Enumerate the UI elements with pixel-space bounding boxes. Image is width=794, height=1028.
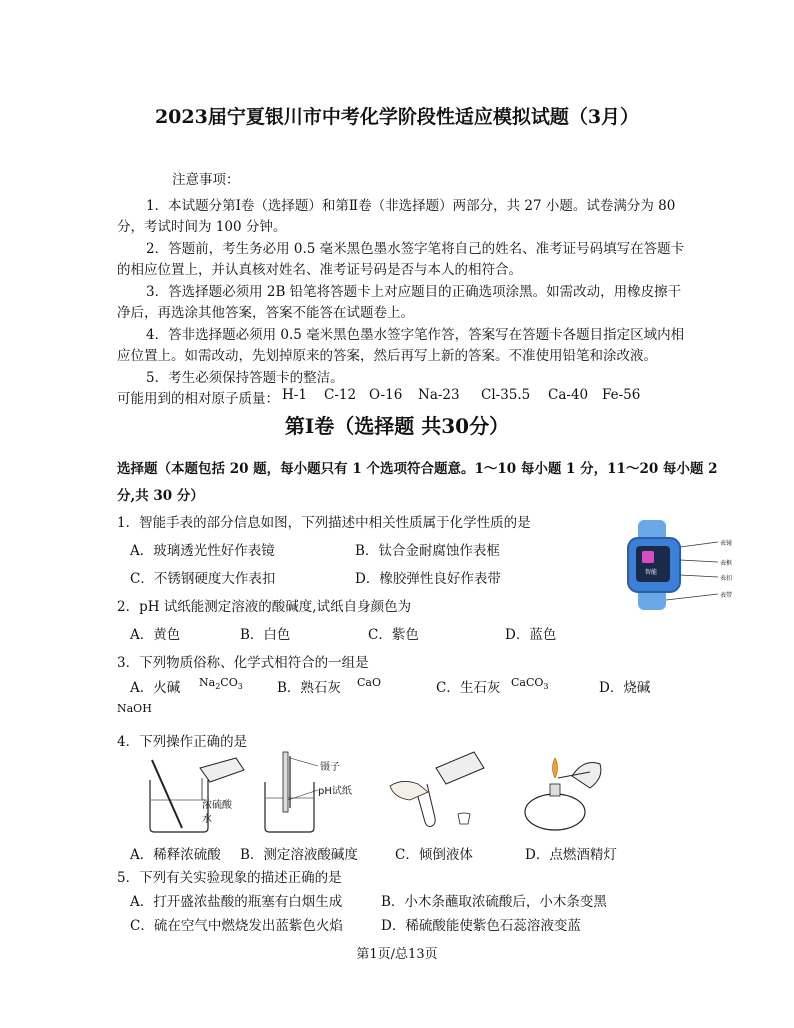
notice-line: 4．答非选择题必须用 0.5 毫米黑色墨水签字笔作答，答案写在答题卡各题目指定区域内相: [146, 327, 685, 343]
question-option: D．稀硫酸能使紫色石蕊溶液变蓝: [381, 918, 581, 934]
question-option: B．小木条蘸取浓硫酸后，小木条变黑: [381, 894, 607, 910]
question-stem: 2．pH 试纸能测定溶液的酸碱度,试纸自身颜色为: [117, 599, 412, 615]
notice-heading: 注意事项：: [172, 172, 240, 188]
figure-b-ph-test: [265, 752, 352, 832]
notice-line: 分，考试时间为 100 分钟。: [117, 219, 287, 235]
notice-line: 3．答选择题必须用 2B 铅笔将答题卡上对应题目的正确选项涂黑。如需改动，用橡皮擦干: [146, 284, 682, 300]
question-option: D．橡胶弹性良好作表带: [355, 571, 501, 587]
notice-line: 的相应位置上，并认真核对姓名、准考证号码是否与本人的相符合。: [117, 262, 522, 278]
smartwatch-figure: [620, 520, 750, 610]
formula: NaOH: [117, 702, 152, 715]
question-option: C．不锈钢硬度大作表扣: [130, 571, 276, 587]
question-option: A．火碱: [130, 680, 181, 696]
atomic-mass: Fe-56: [602, 387, 641, 403]
figure-label: 镊子: [320, 762, 340, 773]
atomic-mass: O-16: [369, 387, 403, 403]
section-description: 选择题（本题包括 20 题，每小题只有 1 个选项符合题意。1～10 每小题 1 分，11～20 每小题 2: [117, 461, 718, 477]
page-title: 2023届宁夏银川市中考化学阶段性适应模拟试题（3月）: [154, 106, 640, 128]
watch-screen-text: 智能: [645, 569, 658, 576]
figure-label: 水: [202, 814, 212, 825]
watch-label: 表框: [720, 560, 733, 567]
figure-a-dilution: [150, 758, 244, 832]
question-option: A．稀释浓硫酸: [130, 847, 221, 863]
notice-line: 1．本试题分第Ⅰ卷（选择题）和第Ⅱ卷（非选择题）两部分，共 27 小题。试卷满分为 80: [146, 198, 676, 214]
question-option: C．硫在空气中燃烧发出蓝紫色火焰: [130, 918, 343, 934]
watch-label: 表镜: [720, 540, 733, 547]
watch-label: 表带: [720, 592, 733, 599]
atomic-mass: Ca-40: [548, 387, 589, 403]
question-option: C．紫色: [368, 627, 419, 643]
formula-subscript: 3: [543, 682, 549, 692]
formula-subscript: 2: [215, 682, 221, 692]
figure-label: pH试纸: [318, 786, 352, 797]
lab-operations-figure: [140, 748, 640, 838]
question-stem: 1．智能手表的部分信息如图，下列描述中相关性质属于化学性质的是: [117, 515, 531, 531]
figure-c-pouring: [390, 752, 484, 827]
atomic-mass: Cl-35.5: [481, 387, 531, 403]
atomic-mass-label: 可能用到的相对原子质量：: [117, 391, 279, 407]
formula-part: CaCO: [511, 676, 544, 689]
question-option: A．玻璃透光性好作表镜: [130, 543, 275, 559]
question-option: A．黄色: [130, 627, 181, 643]
question-option: B．熟石灰: [277, 680, 341, 696]
question-option: D．点燃酒精灯: [525, 847, 617, 863]
question-option: A．打开盛浓盐酸的瓶塞有白烟生成: [130, 894, 343, 910]
section-description: 分,共 30 分）: [117, 488, 204, 504]
question-option: D．烧碱: [599, 680, 651, 696]
question-stem: 4．下列操作正确的是: [117, 734, 248, 750]
page-footer: 第1页/总13页: [356, 947, 438, 962]
figure-label: 浓硫酸: [202, 800, 232, 811]
section-title: 第Ⅰ卷（选择题 共30分）: [284, 414, 510, 438]
atomic-mass: C-12: [324, 387, 357, 403]
question-option: B．测定溶液酸碱度: [240, 847, 358, 863]
question-option: C．生石灰: [436, 680, 501, 696]
formula-subscript: 3: [237, 682, 243, 692]
notice-line: 5．考生必须保持答题卡的整洁。: [146, 370, 344, 386]
question-stem: 3．下列物质俗称、化学式相符合的一组是: [117, 655, 369, 671]
watch-label: 表扣: [720, 575, 733, 582]
question-option: C．倾倒液体: [395, 847, 473, 863]
watch-app-icon: [642, 551, 654, 563]
question-option: B．白色: [240, 627, 291, 643]
formula-part: Na: [199, 676, 216, 689]
question-option: B．钛合金耐腐蚀作表框: [355, 543, 500, 559]
figure-d-alcohol-lamp: [525, 758, 601, 830]
atomic-mass: Na-23: [418, 387, 460, 403]
question-stem: 5．下列有关实验现象的描述正确的是: [117, 870, 342, 886]
question-option: D．蓝色: [505, 627, 557, 643]
atomic-mass: H-1: [282, 387, 307, 403]
notice-line: 2．答题前，考生务必用 0.5 毫米黑色墨水签字笔将自己的姓名、准考证号码填写在答题卡: [146, 241, 685, 257]
formula: CaO: [357, 676, 381, 689]
formula: [511, 676, 549, 691]
notice-line: 净后，再选涂其他答案，答案不能答在试题卷上。: [117, 305, 414, 321]
formula-part: CO: [220, 676, 238, 689]
notice-line: 应位置上。如需改动，先划掉原来的答案，然后再写上新的答案。不准使用铅笔和涂改液。: [117, 348, 657, 364]
formula: [199, 676, 243, 691]
